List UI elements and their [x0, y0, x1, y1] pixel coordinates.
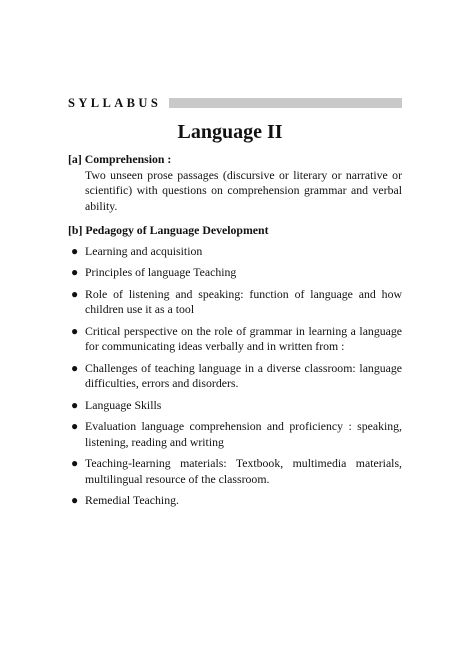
bullet-icon: ●: [71, 286, 79, 301]
list-item-text: Role of listening and speaking: function of language and how children use it as a tool: [85, 286, 402, 316]
bullet-icon: ●: [71, 265, 79, 279]
syllabus-label: SYLLABUS: [68, 95, 162, 110]
list-item: [68, 244, 402, 260]
section-heading-pedagogy: [b] Pedagogy of Language Development: [68, 223, 269, 237]
list-item-text: Teaching-learning materials: Textbook, multimedia materials, multilingual resource of the classroom.: [85, 456, 402, 486]
bullet-icon: ●: [71, 323, 79, 338]
list-item-text: Remedial Teaching.: [85, 493, 179, 507]
section-pedagogy: [68, 223, 402, 509]
list-item: [68, 361, 402, 392]
bullet-icon: ●: [71, 456, 79, 470]
bullet-icon: ●: [71, 397, 79, 412]
list-item: [68, 419, 402, 450]
section-heading-comprehension: [a] Comprehension :: [68, 152, 172, 166]
list-item-text: Language Skills: [85, 397, 162, 412]
list-item-text: Challenges of teaching language in a diverse classroom: language difficulties, errors and disorders.: [85, 360, 402, 390]
page-title: Language II: [177, 121, 283, 143]
bullet-icon: ●: [71, 243, 79, 258]
bullet-icon: ●: [71, 493, 79, 507]
list-item: [68, 287, 402, 318]
header-rule-bar: [169, 98, 402, 108]
list-item-text: Learning and acquisition: [85, 243, 203, 258]
bullet-icon: ●: [71, 419, 79, 433]
list-item: [68, 398, 402, 414]
section-comprehension: [68, 152, 402, 214]
list-item: [68, 456, 402, 487]
pedagogy-bullet-list: [68, 244, 402, 509]
bullet-icon: ●: [71, 360, 79, 375]
section-body-comprehension: Two unseen prose passages (discursive or literary or narrative or scientific) with questions on comprehension grammar and verbal ability.: [85, 167, 402, 213]
list-item-text: Critical perspective on the role of grammar in learning a language for communicating ideas verbally and in written from :: [85, 323, 402, 353]
list-item: [68, 493, 402, 509]
list-item-text: Principles of language Teaching: [85, 265, 237, 279]
list-item: [68, 265, 402, 281]
list-item: [68, 324, 402, 355]
syllabus-content: [68, 152, 402, 515]
list-item-text: Evaluation language comprehension and proficiency : speaking, listening, reading and writing: [85, 419, 402, 449]
syllabus-header: [68, 95, 402, 111]
